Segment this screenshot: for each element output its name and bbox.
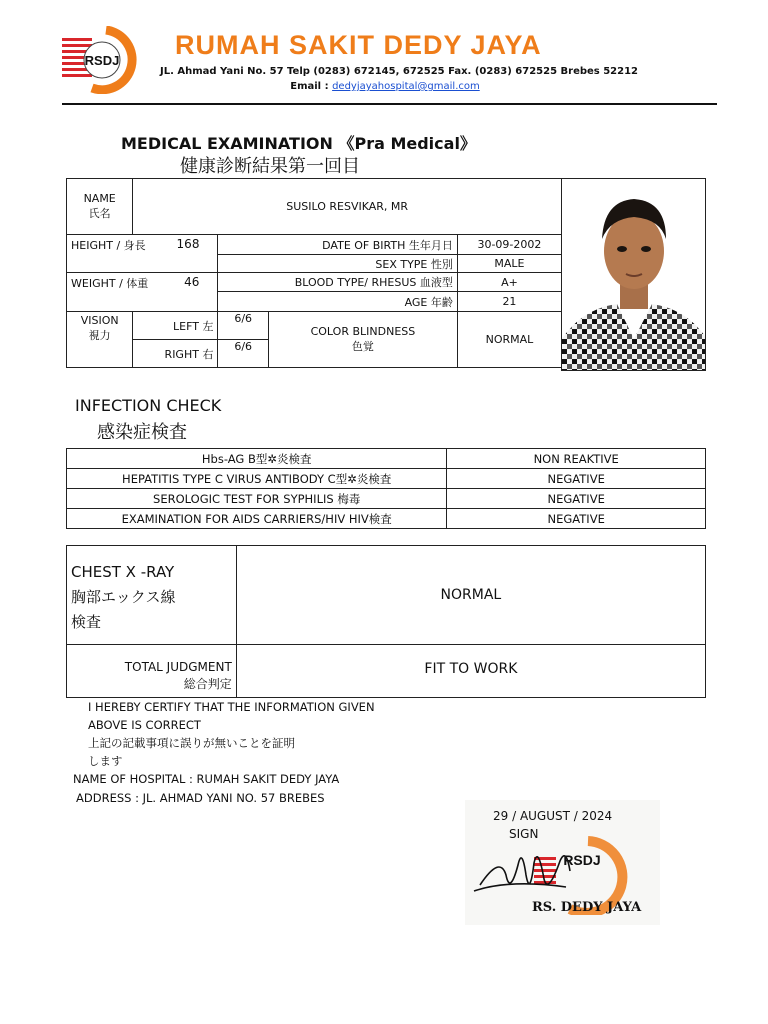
color-blindness-label: COLOR BLINDNESS <box>310 325 416 338</box>
stamp-logo-text: RSDJ <box>563 852 601 868</box>
vision-label-cell <box>67 312 133 368</box>
height-cell <box>67 235 218 273</box>
hospital-email-line <box>160 81 610 92</box>
right-eye-label: RIGHT 右 <box>133 340 218 368</box>
hospital-name-line: NAME OF HOSPITAL : RUMAH SAKIT DEDY JAYA <box>73 772 340 786</box>
xray-label: CHEST X -RAY <box>71 563 175 581</box>
dob-value: 30-09-2002 <box>457 235 561 255</box>
weight-cell <box>67 273 218 312</box>
infection-test-name: SEROLOGIC TEST FOR SYPHILIS 梅毒 <box>67 489 447 509</box>
infection-test-result: NEGATIVE <box>447 489 706 509</box>
email-link[interactable]: dedyjayahospital@gmail.com <box>332 81 480 92</box>
certification-line-4: します <box>88 754 123 768</box>
xray-label-jp-2: 検査 <box>71 613 102 631</box>
sex-value: MALE <box>457 255 561 273</box>
certification-line-2: ABOVE IS CORRECT <box>88 718 201 732</box>
certification-line-3: 上記の記載事項に誤りが無いことを証明 <box>88 736 295 750</box>
judgment-label-cell <box>67 645 237 698</box>
infection-check-title: INFECTION CHECK <box>75 396 222 415</box>
height-label: HEIGHT / 身長 <box>71 239 146 252</box>
hospital-address: JL. Ahmad Yani No. 57 Telp (0283) 672145, 672525 Fax. (0283) 672525 Brebes 52212 <box>160 66 639 77</box>
signature-date: 29 / AUGUST / 2024 <box>493 809 613 823</box>
xray-label-cell <box>67 546 237 645</box>
document-title-jp: 健康診断結果第一回目 <box>180 156 360 177</box>
vision-label-jp: 視力 <box>88 329 111 342</box>
infection-row <box>67 489 706 509</box>
name-label-cell <box>67 179 133 235</box>
judgment-result: FIT TO WORK <box>236 645 705 698</box>
color-blindness-label-cell <box>268 312 457 368</box>
infection-test-name: Hbs-AG B型✲炎検査 <box>67 449 447 469</box>
age-value: 21 <box>457 292 561 312</box>
xray-label-jp-1: 胸部エックス線 <box>71 588 176 606</box>
infection-test-result: NEGATIVE <box>447 509 706 529</box>
blood-label: BLOOD TYPE/ RHESUS 血液型 <box>218 273 457 292</box>
portrait-illustration <box>562 179 706 371</box>
email-label: Email : <box>290 81 329 92</box>
infection-row <box>67 449 706 469</box>
right-eye-value: 6/6 <box>218 340 269 368</box>
infection-table <box>66 448 706 529</box>
patient-photo <box>561 178 706 371</box>
vision-label: VISION <box>80 314 119 327</box>
certification-line-1: I HEREBY CERTIFY THAT THE INFORMATION GIVEN <box>88 700 375 714</box>
sex-label: SEX TYPE 性別 <box>218 255 457 273</box>
infection-test-name: HEPATITIS TYPE C VIRUS ANTIBODY C型✲炎検査 <box>67 469 447 489</box>
xray-result: NORMAL <box>236 546 705 645</box>
document-title: MEDICAL EXAMINATION 《Pra Medical》 <box>121 134 476 153</box>
left-eye-label: LEFT 左 <box>133 312 218 340</box>
blood-value: A+ <box>457 273 561 292</box>
hospital-logo <box>62 26 142 94</box>
header-divider <box>62 103 717 105</box>
name-label: NAME <box>83 192 116 205</box>
certification-text <box>88 698 375 770</box>
dob-label: DATE OF BIRTH 生年月日 <box>218 235 457 255</box>
patient-name: SUSILO RESVIKAR, MR <box>133 179 562 235</box>
logo-text: RSDJ <box>84 53 120 68</box>
weight-label: WEIGHT / 体重 <box>71 277 149 290</box>
infection-check-title-jp: 感染症検査 <box>97 422 187 443</box>
stamp-name: RS. DEDY JAYA <box>532 900 642 915</box>
infection-test-result: NON REAKTIVE <box>447 449 706 469</box>
color-blindness-label-jp: 色覚 <box>351 340 374 353</box>
infection-test-result: NEGATIVE <box>447 469 706 489</box>
patient-info-table <box>66 178 562 368</box>
infection-row <box>67 469 706 489</box>
left-eye-value: 6/6 <box>218 312 269 340</box>
infection-row <box>67 509 706 529</box>
color-blindness-value: NORMAL <box>457 312 561 368</box>
infection-test-name: EXAMINATION FOR AIDS CARRIERS/HIV HIV検査 <box>67 509 447 529</box>
hospital-name: RUMAH SAKIT DEDY JAYA <box>175 30 542 60</box>
height-value: 168 <box>176 237 200 251</box>
name-label-jp: 氏名 <box>88 207 111 220</box>
hospital-address-line: ADDRESS : JL. AHMAD YANI NO. 57 BREBES <box>76 791 325 805</box>
judgment-label-jp: 総合判定 <box>183 677 232 691</box>
age-label: AGE 年齢 <box>218 292 457 312</box>
handwritten-signature <box>474 856 570 891</box>
judgment-label: TOTAL JUDGMENT <box>124 660 232 674</box>
weight-value: 46 <box>184 275 200 289</box>
sign-label: SIGN <box>509 827 539 841</box>
xray-judgment-table <box>66 545 706 698</box>
